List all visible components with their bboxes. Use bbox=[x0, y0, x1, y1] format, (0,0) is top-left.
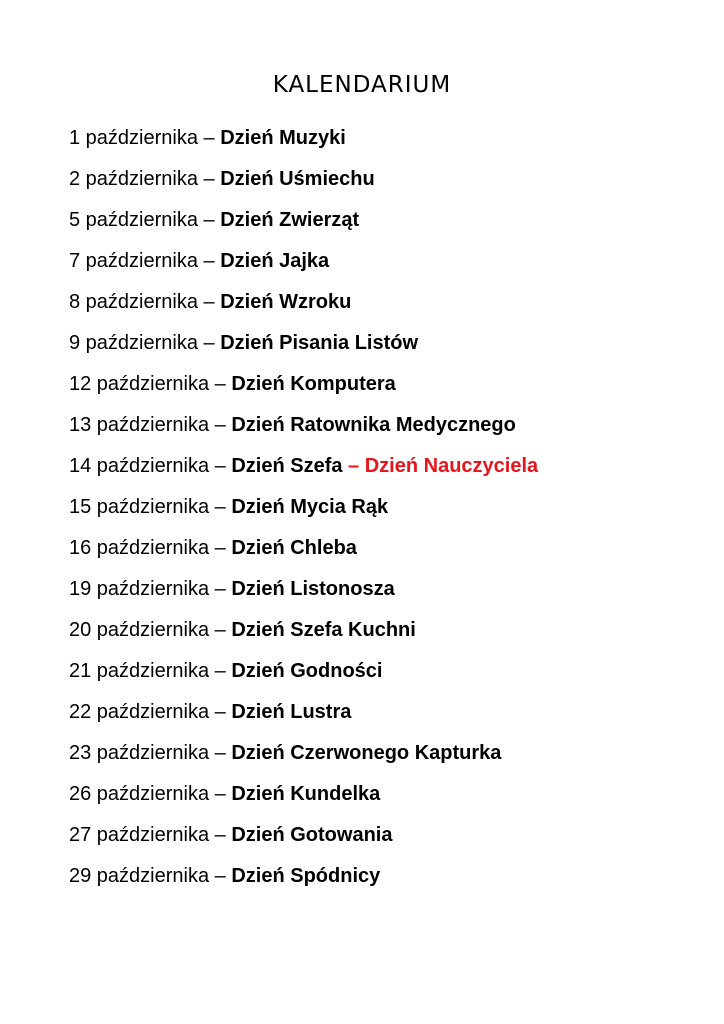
entry-separator: – bbox=[197, 250, 221, 272]
entry-date: 27 października bbox=[69, 824, 210, 846]
entry-date: 19 października bbox=[69, 578, 210, 600]
entry-separator: – bbox=[209, 865, 232, 887]
entry-separator: – bbox=[209, 578, 232, 600]
entry-event: Dzień Spódnicy bbox=[231, 865, 381, 887]
entry-event: Dzień Mycia Rąk bbox=[231, 496, 389, 518]
entry-separator: – bbox=[209, 701, 232, 723]
entry-date: 7 października bbox=[69, 250, 198, 272]
page-title: KALENDARIUM bbox=[272, 72, 452, 98]
entry-event: Dzień Uśmiechu bbox=[220, 168, 375, 190]
entry-date: 26 października bbox=[69, 783, 210, 805]
calendar-entry bbox=[69, 411, 538, 452]
entry-date: 21 października bbox=[69, 660, 210, 682]
entry-separator: – bbox=[197, 209, 221, 231]
calendar-entry bbox=[69, 370, 538, 411]
entry-event: Dzień Kundelka bbox=[231, 783, 381, 805]
calendar-entry bbox=[69, 206, 538, 247]
entry-event-highlight: – Dzień Nauczyciela bbox=[342, 455, 539, 477]
entry-event: Dzień Czerwonego Kapturka bbox=[231, 742, 502, 764]
entry-event: Dzień Zwierząt bbox=[220, 209, 360, 231]
calendar-entry bbox=[69, 534, 538, 575]
calendar-entry bbox=[69, 616, 538, 657]
entry-event: Dzień Pisania Listów bbox=[220, 332, 419, 354]
calendar-entry bbox=[69, 124, 538, 165]
calendar-entry bbox=[69, 247, 538, 288]
entry-event: Dzień Komputera bbox=[231, 373, 396, 395]
entry-separator: – bbox=[197, 168, 221, 190]
entry-date: 12 października bbox=[69, 373, 210, 395]
entry-date: 8 października bbox=[69, 291, 198, 313]
entry-separator: – bbox=[209, 373, 232, 395]
entry-date: 1 października bbox=[69, 127, 198, 149]
calendar-entry bbox=[69, 657, 538, 698]
entry-date: 13 października bbox=[69, 414, 210, 436]
entry-separator: – bbox=[197, 127, 221, 149]
calendar-list bbox=[69, 124, 538, 903]
calendar-entry bbox=[69, 329, 538, 370]
calendar-entry bbox=[69, 165, 538, 206]
entry-date: 9 października bbox=[69, 332, 198, 354]
entry-event: Dzień Szefa Kuchni bbox=[231, 619, 416, 641]
entry-event: Dzień Listonosza bbox=[231, 578, 395, 600]
entry-separator: – bbox=[197, 332, 221, 354]
entry-date: 2 października bbox=[69, 168, 198, 190]
entry-event: Dzień Jajka bbox=[220, 250, 330, 272]
entry-separator: – bbox=[197, 291, 221, 313]
entry-separator: – bbox=[209, 742, 232, 764]
entry-date: 29 października bbox=[69, 865, 210, 887]
entry-date: 22 października bbox=[69, 701, 210, 723]
entry-event: Dzień Gotowania bbox=[231, 824, 393, 846]
calendar-entry bbox=[69, 780, 538, 821]
entry-separator: – bbox=[209, 824, 232, 846]
entry-date: 15 października bbox=[69, 496, 210, 518]
entry-event: Dzień Muzyki bbox=[220, 127, 346, 149]
entry-separator: – bbox=[209, 619, 232, 641]
entry-date: 5 października bbox=[69, 209, 198, 231]
entry-event: Dzień Godności bbox=[231, 660, 383, 682]
entry-date: 20 października bbox=[69, 619, 210, 641]
entry-date: 14 października bbox=[69, 455, 210, 477]
entry-event: Dzień Wzroku bbox=[220, 291, 352, 313]
entry-date: 23 października bbox=[69, 742, 210, 764]
calendar-entry bbox=[69, 698, 538, 739]
entry-date: 16 października bbox=[69, 537, 210, 559]
entry-event: Dzień Ratownika Medycznego bbox=[231, 414, 516, 436]
calendar-entry bbox=[69, 493, 538, 534]
calendar-entry bbox=[69, 821, 538, 862]
calendar-entry bbox=[69, 452, 538, 493]
calendar-entry bbox=[69, 739, 538, 780]
calendar-entry bbox=[69, 575, 538, 616]
entry-separator: – bbox=[209, 496, 232, 518]
calendar-entry bbox=[69, 862, 538, 903]
entry-event: Dzień Chleba bbox=[231, 537, 357, 559]
entry-separator: – bbox=[209, 660, 232, 682]
entry-event: Dzień Szefa bbox=[231, 455, 343, 477]
entry-separator: – bbox=[209, 537, 232, 559]
entry-event: Dzień Lustra bbox=[231, 701, 352, 723]
entry-separator: – bbox=[209, 783, 232, 805]
calendar-entry bbox=[69, 288, 538, 329]
entry-separator: – bbox=[209, 414, 232, 436]
entry-separator: – bbox=[209, 455, 232, 477]
